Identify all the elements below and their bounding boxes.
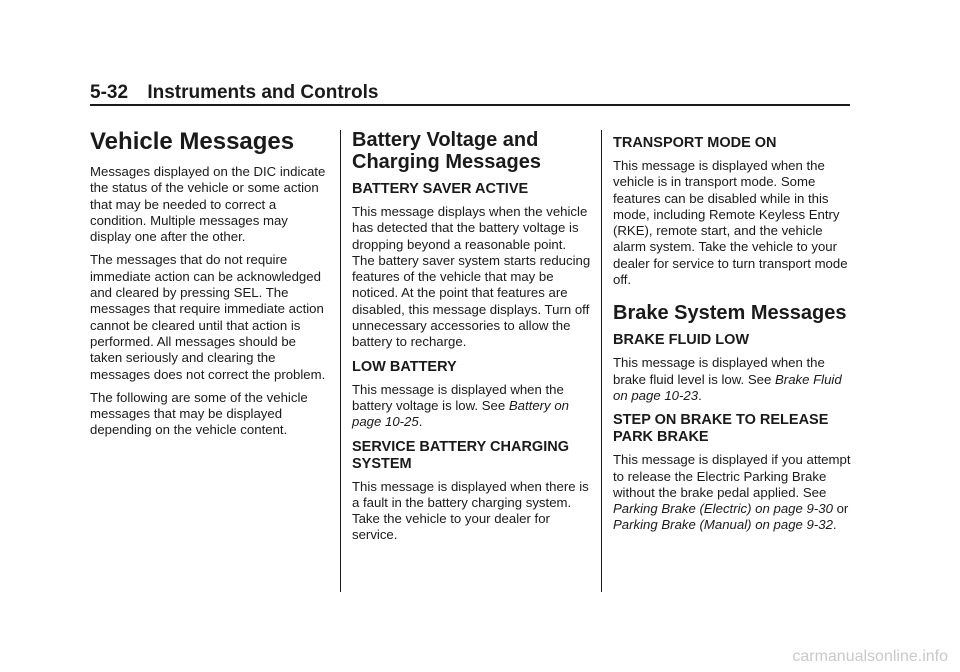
cross-reference-link[interactable]: Parking Brake (Electric) on page 9-30 <box>613 501 833 517</box>
paragraph: The following are some of the vehicle messages that may be displayed depending on the vehicle content. <box>90 389 308 438</box>
heading-vehicle-messages: Vehicle Messages <box>90 128 295 155</box>
paragraph: This message is displayed if you attempt to release the Electric Parking Brake without the brake pedal applied. See Parking Brake (Electric) on page 9-30 or Parking Brake (Manual) on page 9-32. <box>613 452 851 533</box>
heading-battery-voltage: Battery Voltage and Charging Messages <box>352 129 541 173</box>
column-divider <box>601 130 602 592</box>
subheading-battery-saver: BATTERY SAVER ACTIVE <box>352 181 529 197</box>
column-1 <box>90 124 330 446</box>
heading-brake-system: Brake System Messages <box>613 302 847 325</box>
paragraph: The messages that do not require immediate action can be acknowledged and cleared by pressing SEL. The messages that require immediate action cannot be cleared until that action is performed. All messages should be taken seriously and clearing the messages does not correct the problem. <box>90 252 326 382</box>
paragraph: This message is displayed when the brake fluid level is low. See Brake Fluid on page 10-23. <box>613 355 842 403</box>
subheading-step-on-brake: STEP ON BRAKE TO RELEASE PARK BRAKE <box>613 412 829 446</box>
paragraph: This message is displayed when the battery voltage is low. See Battery on page 10-25. <box>352 381 569 430</box>
paragraph: Messages displayed on the DIC indicate the status of the vehicle or some action that may be needed to correct a condition. Multiple messages may display one after the other. <box>90 164 326 245</box>
page-number: 5-32 <box>90 82 129 103</box>
subheading-transport-mode: TRANSPORT MODE ON <box>613 135 777 151</box>
column-divider <box>340 130 341 592</box>
subheading-brake-fluid-low: BRAKE FLUID LOW <box>613 332 750 349</box>
page-header <box>90 82 850 104</box>
paragraph: This message is displayed when the vehicle is in transport mode. Some features can be disabled while in this mode, including Remote Keyless Entry (RKE), remote start, and the vehicle alarm system. Take the vehicle to your dealer for service to turn transport mode off. <box>613 158 848 288</box>
column-2 <box>352 124 592 551</box>
subheading-service-battery: SERVICE BATTERY CHARGING SYSTEM <box>352 438 569 472</box>
watermark: carmanualsonline.info <box>792 648 948 665</box>
section-title: Instruments and Controls <box>147 82 379 103</box>
column-3 <box>613 124 853 541</box>
paragraph: This message displays when the vehicle has detected that the battery voltage is dropping beyond a reasonable point. The battery saver system starts reducing features of the vehicle that may be noticed. At the point that features are disabled, this message displays. Turn off unnecessary accessories to allow the battery to recharge. <box>352 204 591 350</box>
cross-reference-link[interactable]: Brake Fluid on page 10-23 <box>613 371 842 403</box>
header-rule <box>90 104 850 106</box>
subheading-low-battery: LOW BATTERY <box>352 358 457 375</box>
cross-reference-link[interactable]: Battery on page 10-25 <box>352 397 569 430</box>
cross-reference-link[interactable]: Parking Brake (Manual) on page 9-32 <box>613 517 833 533</box>
paragraph: This message is displayed when there is a fault in the battery charging system. Take the vehicle to your dealer for service. <box>352 478 589 543</box>
